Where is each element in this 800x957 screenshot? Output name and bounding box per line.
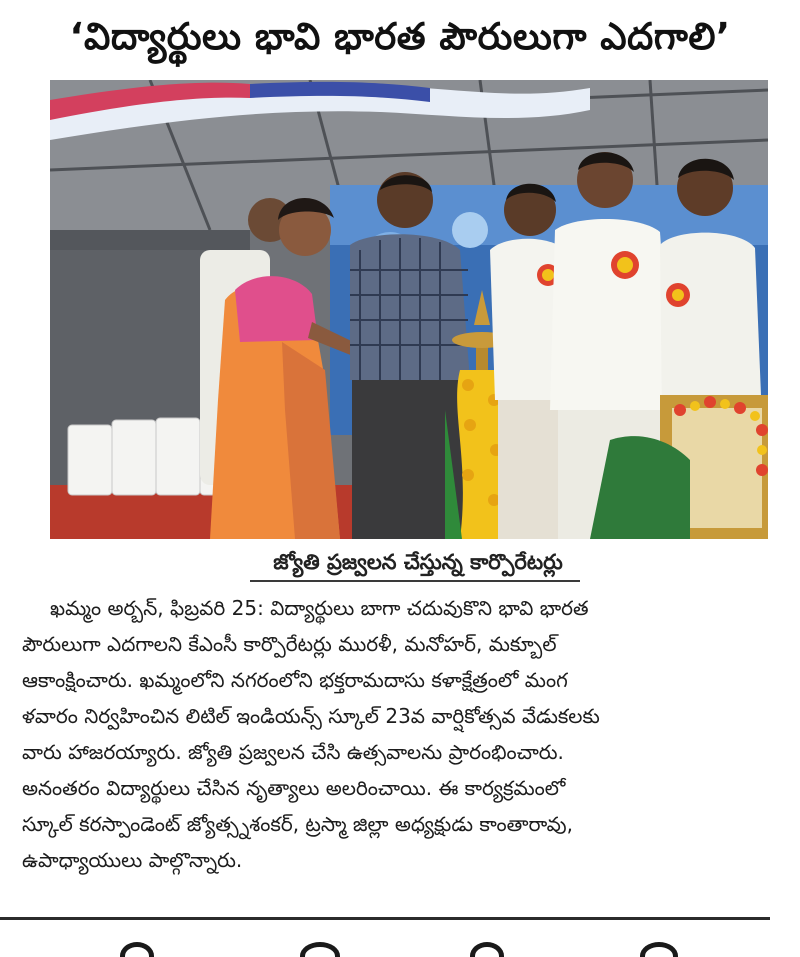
article-body	[22, 590, 778, 910]
body-line: పౌరులుగా ఎదగాలని కేఎంసీ కార్పొరేటర్లు మురళీ, మనోహర్‌, మక్బూల్‌	[22, 632, 557, 656]
photo-caption: జ్యోతి ప్రజ్వలన చేస్తున్న కార్పొరేటర్లు	[273, 550, 563, 574]
bottom-border	[0, 917, 770, 920]
body-line: స్కూల్‌ కరస్పాండెంట్‌ జ్యోత్స్నశంకర్‌, ట్రస్మా జిల్లా అధ్యక్షుడు కాంతారావు,	[22, 812, 573, 836]
body-line: వారు హాజరయ్యారు. జ్యోతి ప్రజ్వలన చేసి ఉత్సవాలను ప్రారంభించారు.	[22, 740, 564, 764]
body-line: ఆకాంక్షించారు. ఖమ్మంలోని నగరంలోని భక్తరామదాసు కళాక్షేత్రంలో మంగ	[22, 668, 568, 692]
body-line: ఉపాధ్యాయులు పాల్గొన్నారు.	[22, 848, 243, 872]
body-line: అనంతరం విద్యార్థులు చేసిన నృత్యాలు అలరించాయి. ఈ కార్యక్రమంలో	[22, 776, 566, 800]
caption-underline	[250, 580, 580, 582]
body-line: ళవారం నిర్వహించిన లిటిల్‌ ఇండియన్స్‌ స్కూల్‌ 23వ వార్షికోత్సవ వేడుకలకు	[22, 704, 600, 728]
next-article-cutoff	[0, 936, 800, 957]
headline: ‘విద్యార్థులు భావి భారత పౌరులుగా ఎదగాలి’	[69, 15, 731, 58]
body-line: ఖమ్మం అర్బన్‌, ఫిబ్రవరి 25: విద్యార్థులు బాగా చదువుకొని భావి భారత	[50, 596, 589, 620]
event-photo	[50, 80, 768, 539]
lamp-lighting-photo	[50, 80, 768, 539]
